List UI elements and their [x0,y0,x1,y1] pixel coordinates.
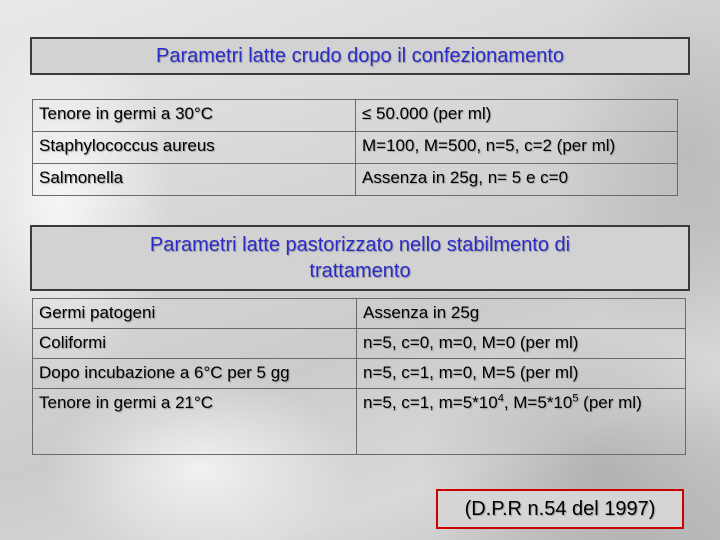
section1-title-box [30,37,690,75]
section2-title-box [30,225,690,291]
raw-milk-table [32,99,678,196]
exponent: 5 [572,392,579,405]
pasteurized-milk-table [32,298,686,455]
value-cell: n=5, c=0, m=0, M=0 (per ml) [357,329,686,359]
value-cell: n=5, c=1, m=0, M=5 (per ml) [357,359,686,389]
table-row [33,132,678,164]
value-part: (per ml) [578,393,642,412]
exponent: 4 [497,392,504,405]
section2-title-line1: Parametri latte pastorizzato nello stabilmento di [149,234,571,256]
parameter-cell: Tenore in germi a 21°C [33,389,357,455]
parameter-cell: Germi patogeni [33,299,357,329]
value-cell: Assenza in 25g [357,299,686,329]
table-row [33,389,686,455]
value-part: n=5, c=1, m=5*10 [363,393,498,412]
table-row [33,329,686,359]
parameter-cell: Coliformi [33,329,357,359]
value-cell: Assenza in 25g, n= 5 e c=0 [356,164,678,196]
section1-title: Parametri latte crudo dopo il confezionamento [155,44,564,67]
table-row [33,359,686,389]
parameter-cell: Salmonella [33,164,356,196]
value-cell: M=100, M=500, n=5, c=2 (per ml) [356,132,678,164]
table-row [33,100,678,132]
parameter-cell: Tenore in germi a 30°C [33,100,356,132]
citation-text: (D.P.R n.54 del 1997) [464,498,656,520]
section2-title-line2: trattamento [309,260,411,282]
citation-box [436,489,684,529]
value-part: , M=5*10 [503,393,573,412]
table-row [33,299,686,329]
value-cell [357,389,686,455]
table-row [33,164,678,196]
parameter-cell: Staphylococcus aureus [33,132,356,164]
value-cell: ≤ 50.000 (per ml) [356,100,678,132]
parameter-cell: Dopo incubazione a 6°C per 5 gg [33,359,357,389]
